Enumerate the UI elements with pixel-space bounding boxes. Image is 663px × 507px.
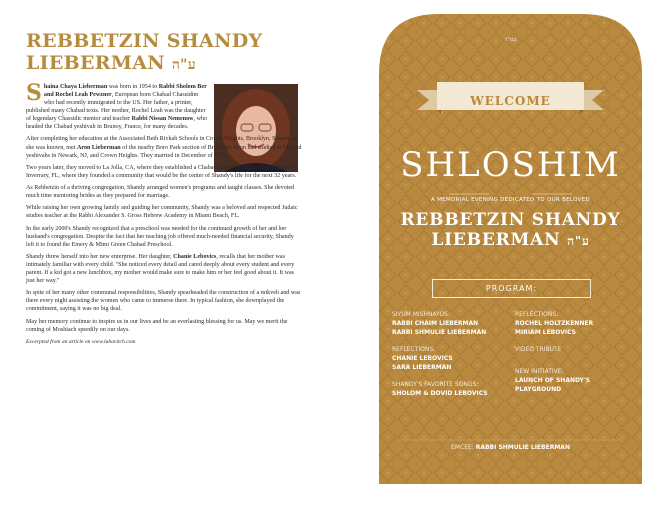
bsd-mark: בס"ד — [504, 37, 517, 43]
program-item: REFLECTIONS: ROCHEL HOLTZKENNER MIRIAM LEBOVICS — [515, 311, 594, 336]
paragraph-8: In spite of her many other communal responsibilities, Shandy spearheaded the construction of a mikveh and was there every night assisting the women who came to immerse there. In typical fashion, she downplayed the commitment, saying it was no big deal. — [26, 290, 301, 313]
title-line-1: REBBETZIN SHANDY — [26, 30, 263, 52]
article-body — [26, 80, 302, 346]
program-right-column — [515, 310, 635, 394]
article-credit: Excerpted from an article on www.lubavitch.com — [26, 338, 136, 345]
program-label: PROGRAM: — [432, 279, 591, 298]
program-item: VIDEO TRIBUTE — [515, 346, 562, 353]
program-item: SIYUM MISHNAYUS: RABBI CHAIM LIEBERMAN RABBI SHMULIE LIEBERMAN — [392, 311, 487, 336]
honoree-line-1: REBBETZIN SHANDY — [400, 210, 621, 230]
program-item: SHANDY'S FAVORITE SONGS: SHOLOM & DOVID LEBOVICS — [392, 381, 488, 397]
emcee-label: EMCEE: — [451, 444, 474, 451]
program-left-column — [392, 310, 512, 398]
paragraph-4: As Rebbetzin of a thriving congregation, Shandy arranged women's programs and taught classes. She devoted much time mentoring brides as they prepared for marriage. — [26, 185, 295, 200]
paragraph-5: While raising her own growing family and guiding her community, Shandy was a beloved and respected Judaic studies teacher at the Rabbi Alexander S. Gross Hebrew Academy in Miami Beach, FL. — [26, 205, 298, 220]
article-page — [0, 0, 312, 507]
welcome-ribbon-text: WELCOME — [470, 94, 551, 108]
shloshim-heading: SHLOSHIM — [400, 145, 621, 185]
memorial-subtitle: A MEMORIAL EVENING DEDICATED TO OUR BELOVED — [430, 197, 591, 203]
drop-cap: S — [26, 80, 42, 106]
paragraph-9: May her memory continue to inspire us in our lives and be an everlasting blessing for us. May we merit the coming of Moshiach speedily on our days. — [26, 318, 288, 333]
paragraph-1: Shaina Chaya Lieberman was born in 1954 to Rabbi Sholom Ber and Rochel Leah Pewzner, European born Chabad Chassidim who had recently immigrated to the US. Her father, a printer, published many Chabad texts. Her mother, Rochel Leah was the daughter of legendary Chassidic mentor and teacher Rabbi Nissan Nemenow, who headed the Chabad yeshivah in Brunoy, France, for many decades. — [26, 80, 208, 131]
paragraph-7: Shandy threw herself into her new enterprise. Her daughter, Chanie Lebovics, recalls that her mother was intimately familiar with every child. "She noticed every detail and cared deeply about every student and every parent. If a kid got a new lunchbox, my mother would make sure to make him or her feel good about it. It was just her way." — [26, 253, 295, 285]
honoree-line-2: LIEBERMAN — [431, 230, 561, 250]
article-title — [26, 30, 306, 76]
title-hebrew: ע"ה — [171, 57, 196, 73]
emcee-line — [379, 444, 642, 451]
program-item: REFLECTIONS: CHANIE LEBOVICS SARA LIEBERMAN — [392, 346, 453, 371]
paragraph-2: After completing her education at the Associated Beth Rivkah Schools in Crown Heights, Brooklyn, Shandy, as she was known, met Aron Lieberman of the nearby Boro Park section of Brooklyn. Aron had studied at Chabad yeshivahs in Newark, NJ, and Crown Heights. They married in December of 1975. — [26, 136, 302, 159]
honoree-name — [379, 210, 642, 251]
paragraph-3: Two years later, they moved to La Jolla, CA, where they established a Chabad center. In 1981, they relocated to Inverrary, FL, where they founded a community that would be the center of Shandy's life for the next 32 years. — [26, 164, 299, 179]
program-card — [379, 14, 642, 484]
paragraph-6: In the early 2000's Shandy recognized that a preschool was needed for the continued growth of her and her husband's congregation. Despite the fact that her teaching job offered much-needed financial security, Shandy left it to found the Emery & Mimi Green Chabad Preschool. — [26, 225, 294, 248]
program-item: NEW INITIATIVE: LAUNCH OF SHANDY'S PLAYGROUND — [515, 368, 591, 393]
emcee-name: RABBI SHMULIE LIEBERMAN — [475, 444, 570, 451]
title-line-2: LIEBERMAN — [26, 52, 165, 74]
honoree-hebrew: ע"ה — [567, 234, 590, 248]
